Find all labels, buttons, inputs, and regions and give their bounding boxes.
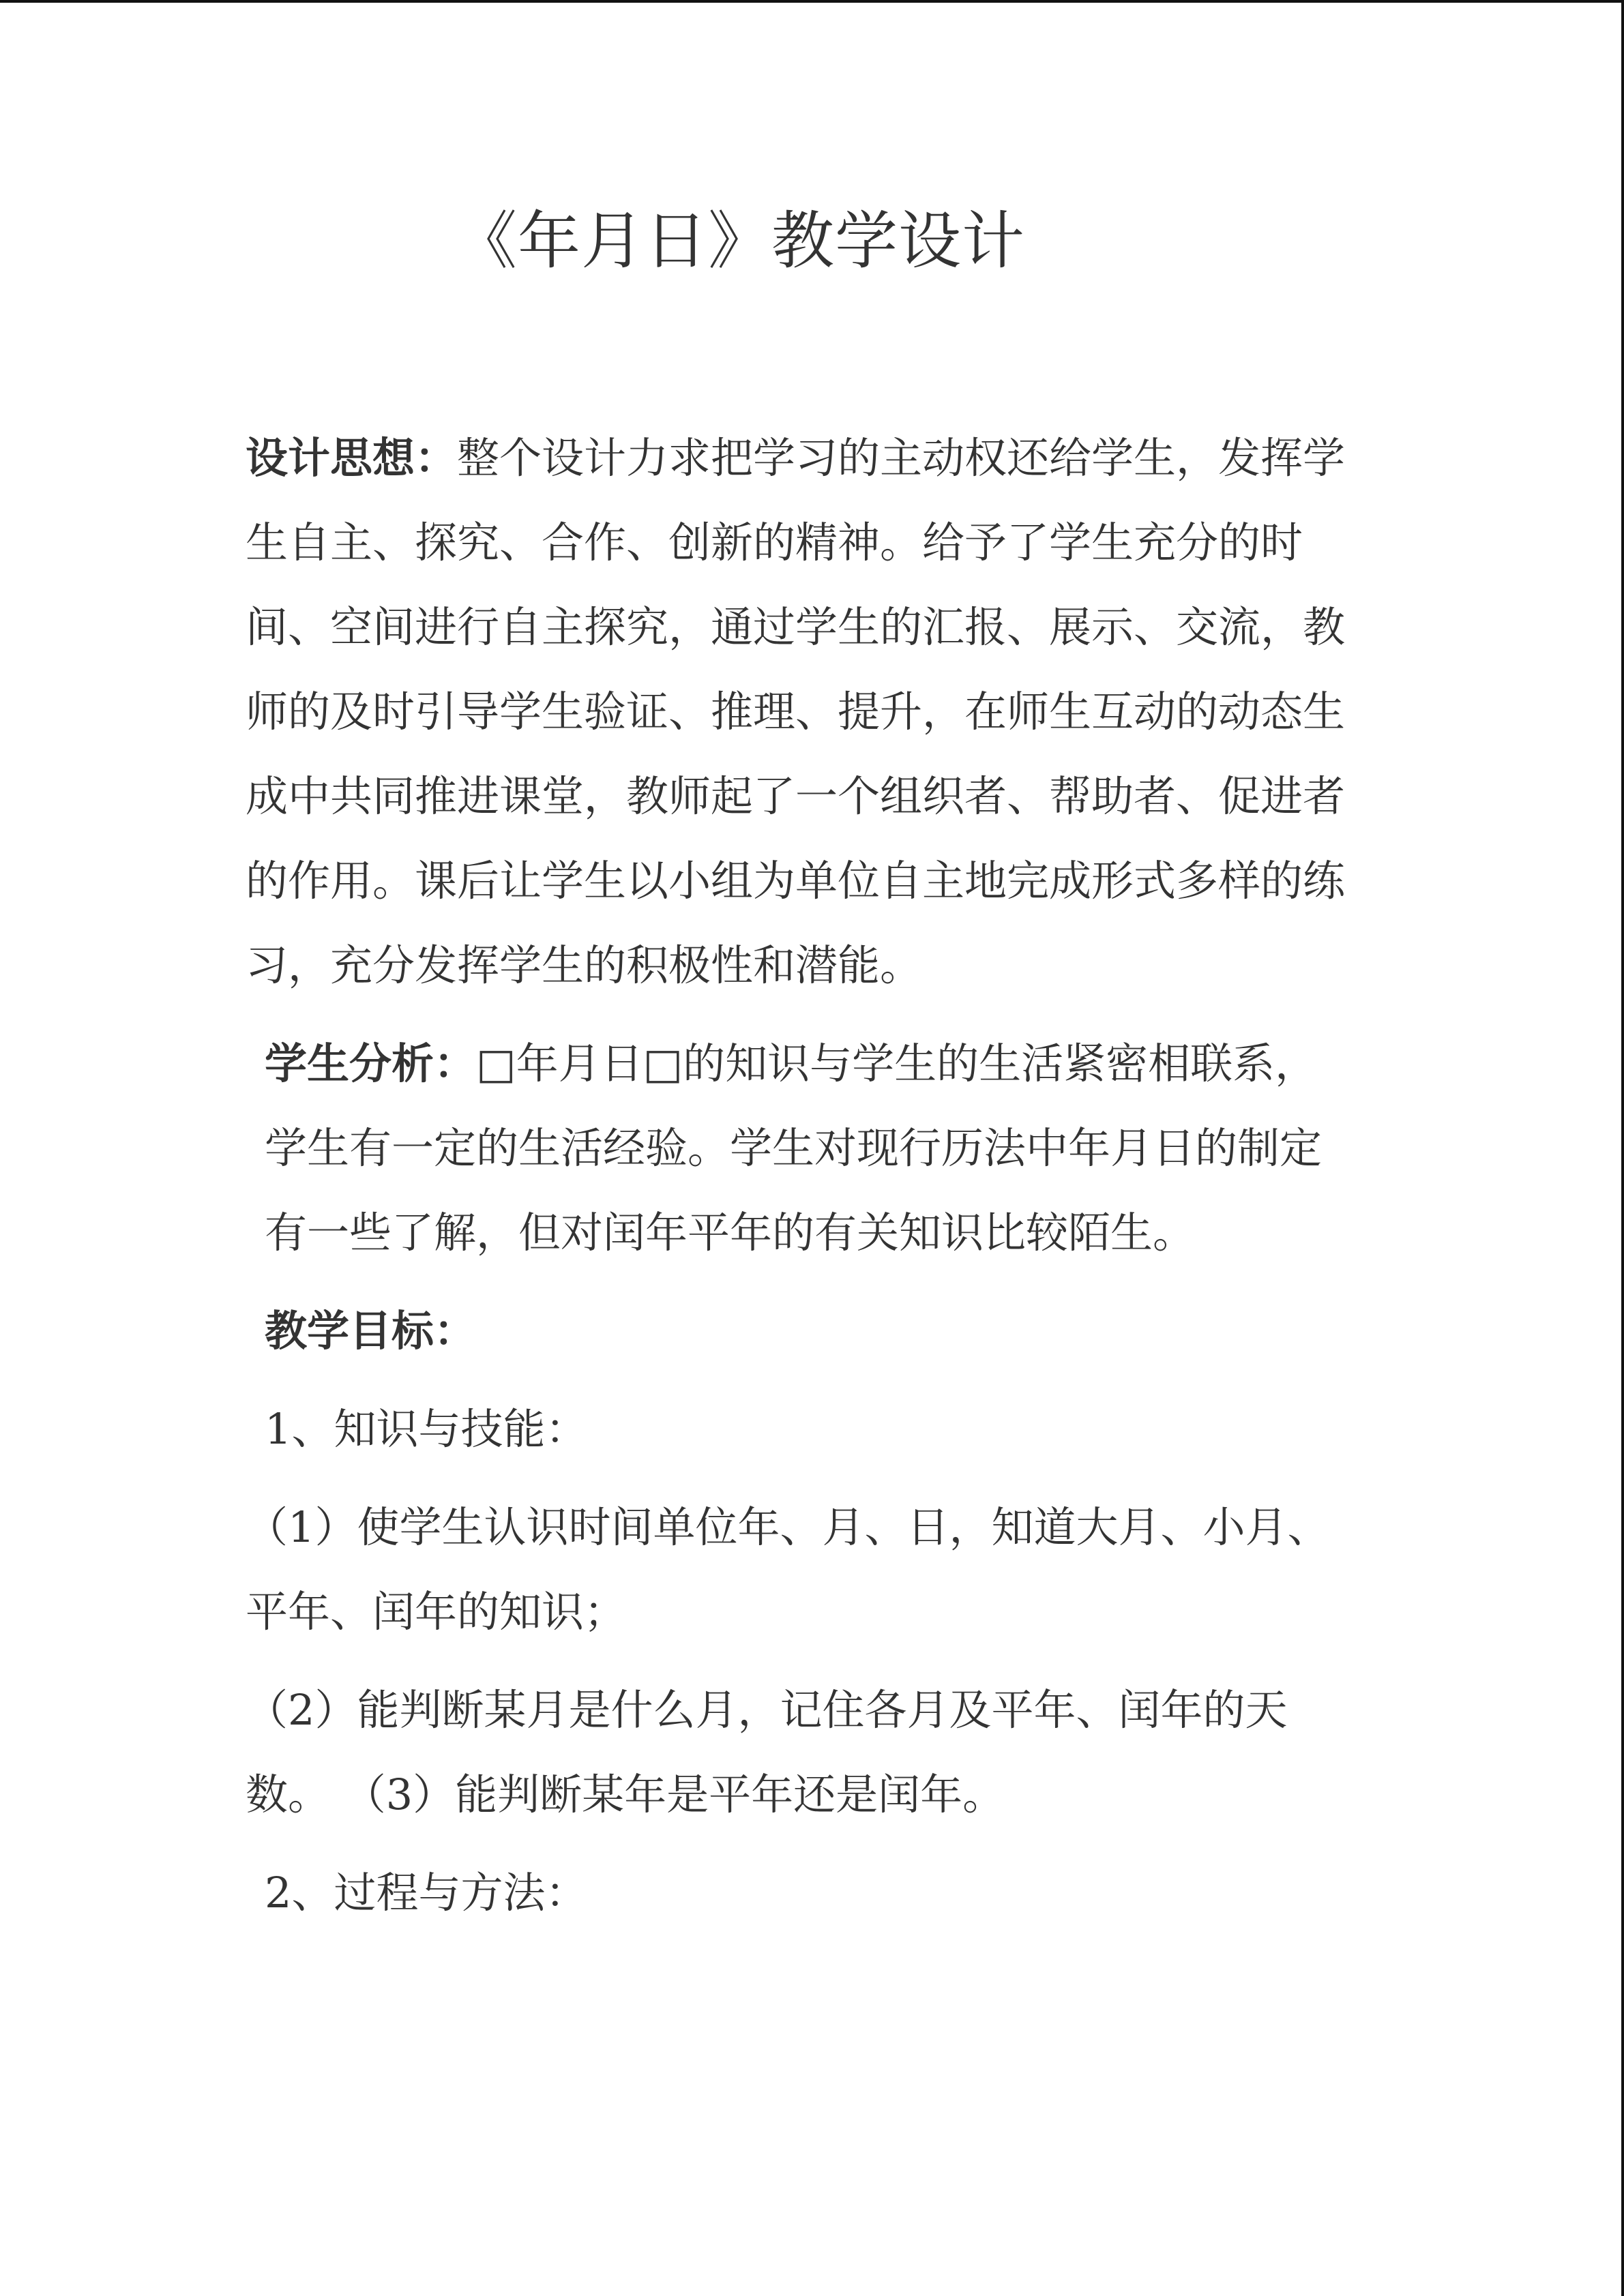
design-thought-text: 整个设计力求把学习的主动权还给学生，发挥学生自主、探究、合作、创新的精神。给予了学生充分的时间、空间进行自主探究，通过学生的汇报、展示、交流，教师的及时引导学生验证、推理、提升，在师生互动的动态生成中共同推进课堂，教师起了一个组织者、帮助者、促进者的作用。课后让学生以小组为单位自主地完成形式多样的练习，充分发挥学生的积极性和潜能。 [246,433,1346,990]
page-top-edge [0,0,1624,3]
document-title: 《年月日》教学设计 [454,205,1026,278]
student-analysis-text: □年月日□的知识与学生的生活紧密相联系，学生有一定的生活经验。学生对现行历法中年月日的制定有一些了解，但对闰年平年的有关知识比较陌生。 [265,1039,1323,1257]
teaching-goals-heading [246,1289,1350,1373]
document-content [246,416,1350,1948]
goal-item-1: 1、知识与技能： [265,1404,588,1454]
student-analysis-label: 学生分析： [265,1039,477,1088]
teaching-goals-label: 教学目标： [265,1306,477,1356]
design-thought-label: 设计思想： [246,433,458,483]
student-analysis-paragraph [246,1022,1350,1275]
goal-item-3: （2）能判断某月是什么月，记住各月及平年、闰年的天数。 （3）能判断某年是平年还是闰年。 [246,1685,1288,1819]
goal-item-2: （1）使学生认识时间单位年、月、日，知道大月、小月、平年、闰年的知识； [246,1502,1330,1637]
design-thought-paragraph [246,416,1350,1008]
page-right-edge [1621,0,1624,2296]
goal-item-4: 2、过程与方法： [265,1868,588,1918]
